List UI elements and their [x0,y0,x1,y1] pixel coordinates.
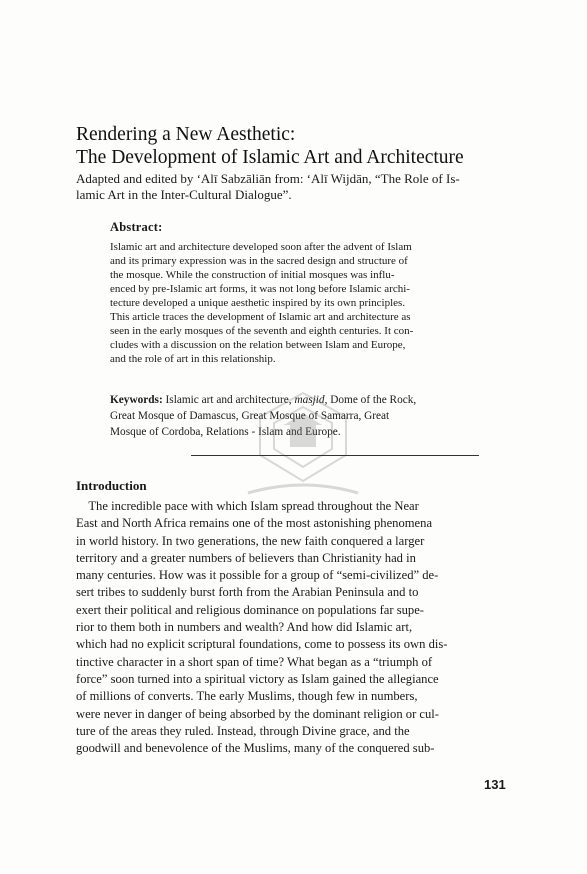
body-line: exert their political and religious dominance on populations far supe- [76,602,424,617]
keywords-label: Keywords: [110,394,163,406]
body-line: East and North Africa remains one of the most astonishing phenomena [76,516,433,531]
keywords-text: , Dome of the Rock, [324,394,417,406]
body-line: sert tribes to suddenly burst forth from the Arabian Peninsula and to [76,585,419,600]
abstract-line: seen in the early mosques of the seventh and eighth centuries. It con- [110,325,414,337]
abstract-line: enced by pre-Islamic art forms, it was not long before Islamic archi- [110,283,410,295]
body-line: which had no explicit scriptural foundations, come to possess its own dis- [76,637,448,652]
abstract-line: tecture developed a unique aesthetic inspired by its own principles. [110,297,406,309]
body-line: territory and a greater numbers of believers than Christianity had in [76,550,416,565]
body-line: of millions of converts. The early Muslims, though few in numbers, [76,689,418,704]
body-line: The incredible pace with which Islam spread throughout the Near [76,499,419,513]
body-line: were never in danger of being absorbed by the dominant religion or cul- [76,706,439,721]
body-line: many centuries. How was it possible for a group of “semi-civilized” de- [76,568,439,583]
body-line: in world history. In two generations, the new faith conquered a larger [76,533,425,548]
title-line-2: The Development of Islamic Art and Architecture [76,147,464,168]
abstract-line: cludes with a discussion on the relation between Islam and Europe, [110,339,406,351]
keywords-text: Islamic art and architecture, [162,394,295,406]
abstract-heading: Abstract: [110,220,163,234]
body-line: force” soon turned into a spiritual victory as Islam gained the allegiance [76,671,439,686]
keywords-line-2: Great Mosque of Damascus, Great Mosque of Samarra, Great [110,410,390,422]
body-line: tinctive character in a short span of time? What began as a “triumph of [76,654,433,669]
abstract-line: and its primary expression was in the sacred design and structure of [110,255,408,267]
body-line: ture of the areas they ruled. Instead, through Divine grace, and the [76,723,410,738]
byline [76,171,516,203]
introduction-heading: Introduction [76,478,147,493]
abstract-line: and the role of art in this relationship. [110,353,276,365]
abstract-line: the mosque. While the construction of initial mosques was influ- [110,269,395,281]
abstract-line: This article traces the development of Islamic art and architecture as [110,311,411,323]
abstract-body [110,240,492,366]
library-emblem-watermark [228,385,378,505]
page-number: 131 [484,777,506,792]
keywords-line-3: Mosque of Cordoba, Relations - Islam and Europe. [110,426,341,438]
abstract-line: Islamic art and architecture developed soon after the advent of Islam [110,241,412,253]
body-line: rior to them both in numbers and wealth? And how did Islamic art, [76,620,413,635]
body-line: goodwill and benevolence of the Muslims, many of the conquered sub- [76,741,435,756]
article-title [76,123,516,169]
byline-line-1: Adapted and edited by ‘Alī Sabzāliān from: ‘Alī Wijdān, “The Role of Is- [76,171,460,186]
title-line-1: Rendering a New Aesthetic: [76,124,296,145]
section-divider [191,455,479,456]
byline-line-2: lamic Art in the Inter-Cultural Dialogue”. [76,187,292,202]
introduction-body [76,498,516,757]
keywords-italic-term: masjid [294,394,325,406]
